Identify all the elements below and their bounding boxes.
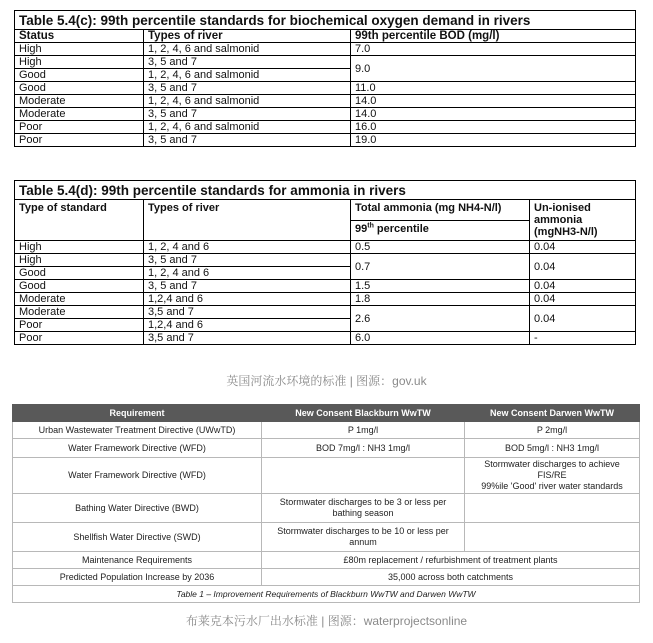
req-header-blackburn: New Consent Blackburn WwTW	[262, 405, 465, 422]
ammonia-types: 1,2,4 and 6	[144, 319, 351, 332]
ammonia-type: Good	[15, 267, 144, 280]
image-caption-gov-uk: 英国河流水环境的标准 | 图源：gov.uk	[226, 374, 427, 388]
table-row	[15, 121, 636, 134]
ammonia-unionised: -	[530, 332, 636, 345]
table-row	[13, 458, 640, 494]
req-header-darwen: New Consent Darwen WwTW	[465, 405, 640, 422]
bod-status: Poor	[15, 134, 144, 147]
bod-value: 7.0	[351, 43, 636, 56]
bod-header-value: 99th percentile BOD (mg/l)	[351, 30, 636, 43]
bod-table-title: Table 5.4(c): 99th percentile standards for biochemical oxygen demand in rivers	[15, 11, 636, 30]
bod-value: 19.0	[351, 134, 636, 147]
table-row	[15, 332, 636, 345]
bod-status: Poor	[15, 121, 144, 134]
table-row	[13, 523, 640, 552]
table-note: Table 1 – Improvement Requirements of Blackburn WwTW and Darwen WwTW	[13, 586, 640, 603]
ammonia-subheader-percentile: 99th percentile	[351, 220, 530, 241]
ammonia-total: 2.6	[351, 306, 530, 332]
improvement-requirements-table	[12, 404, 640, 603]
bod-types: 3, 5 and 7	[144, 82, 351, 95]
bod-header-status: Status	[15, 30, 144, 43]
ammonia-types: 3,5 and 7	[144, 306, 351, 319]
ammonia-type: High	[15, 254, 144, 267]
table-row	[15, 56, 636, 69]
req-darwen	[465, 458, 640, 494]
bod-status: Good	[15, 69, 144, 82]
ammonia-header-type: Type of standard	[15, 200, 144, 241]
req-darwen: P 2mg/l	[465, 422, 640, 439]
ammonia-total: 0.5	[351, 241, 530, 254]
ammonia-types: 3,5 and 7	[144, 332, 351, 345]
req-both: £80m replacement / refurbishment of treatment plants	[262, 552, 640, 569]
req-blackburn	[262, 458, 465, 494]
bod-types: 3, 5 and 7	[144, 56, 351, 69]
ammonia-unionised: 0.04	[530, 280, 636, 293]
bod-status: Moderate	[15, 95, 144, 108]
bod-status: High	[15, 43, 144, 56]
req-header-requirement: Requirement	[13, 405, 262, 422]
req-blackburn	[262, 523, 465, 552]
req-blackburn-line: Stormwater discharges to be 10 or less per	[277, 526, 449, 536]
ammonia-types: 1,2,4 and 6	[144, 293, 351, 306]
ammonia-type: Poor	[15, 319, 144, 332]
ammonia-total: 1.8	[351, 293, 530, 306]
req-blackburn: BOD 7mg/l : NH3 1mg/l	[262, 439, 465, 458]
table-row	[15, 306, 636, 319]
bod-types: 1, 2, 4, 6 and salmonid	[144, 95, 351, 108]
req-blackburn: P 1mg/l	[262, 422, 465, 439]
bod-types: 3, 5 and 7	[144, 108, 351, 121]
ammonia-types: 1, 2, 4 and 6	[144, 241, 351, 254]
ammonia-header-types: Types of river	[144, 200, 351, 241]
ammonia-type: Moderate	[15, 293, 144, 306]
req-darwen-line: Stormwater discharges to achieve FIS/RE	[484, 459, 620, 480]
table-row	[15, 241, 636, 254]
req-name: Predicted Population Increase by 2036	[13, 569, 262, 586]
req-darwen	[465, 523, 640, 552]
req-name: Urban Wastewater Treatment Directive (UWwTD)	[13, 422, 262, 439]
table-row	[13, 552, 640, 569]
req-blackburn	[262, 494, 465, 523]
bod-types: 3, 5 and 7	[144, 134, 351, 147]
ammonia-total: 6.0	[351, 332, 530, 345]
table-row	[15, 280, 636, 293]
req-name: Shellfish Water Directive (SWD)	[13, 523, 262, 552]
bod-value: 9.0	[351, 56, 636, 82]
ammonia-standards-table	[14, 180, 636, 345]
ammonia-unionised: 0.04	[530, 293, 636, 306]
req-darwen	[465, 494, 640, 523]
bod-value: 11.0	[351, 82, 636, 95]
table-row	[13, 494, 640, 523]
req-blackburn-line: Stormwater discharges to be 3 or less per	[279, 497, 447, 507]
ammonia-table-title: Table 5.4(d): 99th percentile standards for ammonia in rivers	[15, 181, 636, 200]
bod-status: Good	[15, 82, 144, 95]
ammonia-types: 1, 2, 4 and 6	[144, 267, 351, 280]
table-row	[15, 134, 636, 147]
table-row	[13, 439, 640, 458]
table-row	[13, 569, 640, 586]
bod-status: Moderate	[15, 108, 144, 121]
table-row	[15, 43, 636, 56]
req-darwen: BOD 5mg/l : NH3 1mg/l	[465, 439, 640, 458]
bod-header-types: Types of river	[144, 30, 351, 43]
ammonia-types: 3, 5 and 7	[144, 254, 351, 267]
ammonia-total: 1.5	[351, 280, 530, 293]
ammonia-type: Poor	[15, 332, 144, 345]
ammonia-unionised: 0.04	[530, 254, 636, 280]
req-both: 35,000 across both catchments	[262, 569, 640, 586]
req-name: Water Framework Directive (WFD)	[13, 439, 262, 458]
ammonia-type: Moderate	[15, 306, 144, 319]
ammonia-type: High	[15, 241, 144, 254]
ammonia-total: 0.7	[351, 254, 530, 280]
ammonia-header-unionised: Un-ionised ammonia (mgNH3-N/l)	[530, 200, 636, 241]
table-row	[15, 82, 636, 95]
ammonia-unionised: 0.04	[530, 306, 636, 332]
bod-value: 14.0	[351, 95, 636, 108]
bod-types: 1, 2, 4, 6 and salmonid	[144, 121, 351, 134]
table-row	[15, 108, 636, 121]
image-caption-waterprojectsonline: 布莱克本污水厂出水标准 | 图源：waterprojectsonline	[185, 614, 468, 628]
ammonia-unionised: 0.04	[530, 241, 636, 254]
table-row	[15, 293, 636, 306]
bod-types: 1, 2, 4, 6 and salmonid	[144, 69, 351, 82]
bod-value: 14.0	[351, 108, 636, 121]
ammonia-type: Good	[15, 280, 144, 293]
bod-types: 1, 2, 4, 6 and salmonid	[144, 43, 351, 56]
table-row	[13, 422, 640, 439]
req-name: Bathing Water Directive (BWD)	[13, 494, 262, 523]
table-row	[15, 254, 636, 267]
req-name: Water Framework Directive (WFD)	[13, 458, 262, 494]
req-blackburn-line: annum	[349, 537, 377, 547]
ammonia-header-total: Total ammonia (mg NH4-N/l)	[351, 200, 530, 221]
bod-status: High	[15, 56, 144, 69]
bod-value: 16.0	[351, 121, 636, 134]
ammonia-types: 3, 5 and 7	[144, 280, 351, 293]
req-blackburn-line: bathing season	[332, 508, 394, 518]
req-name: Maintenance Requirements	[13, 552, 262, 569]
req-darwen-line: 99%ile 'Good' river water standards	[481, 481, 623, 491]
bod-standards-table	[14, 10, 636, 147]
table-row	[15, 95, 636, 108]
